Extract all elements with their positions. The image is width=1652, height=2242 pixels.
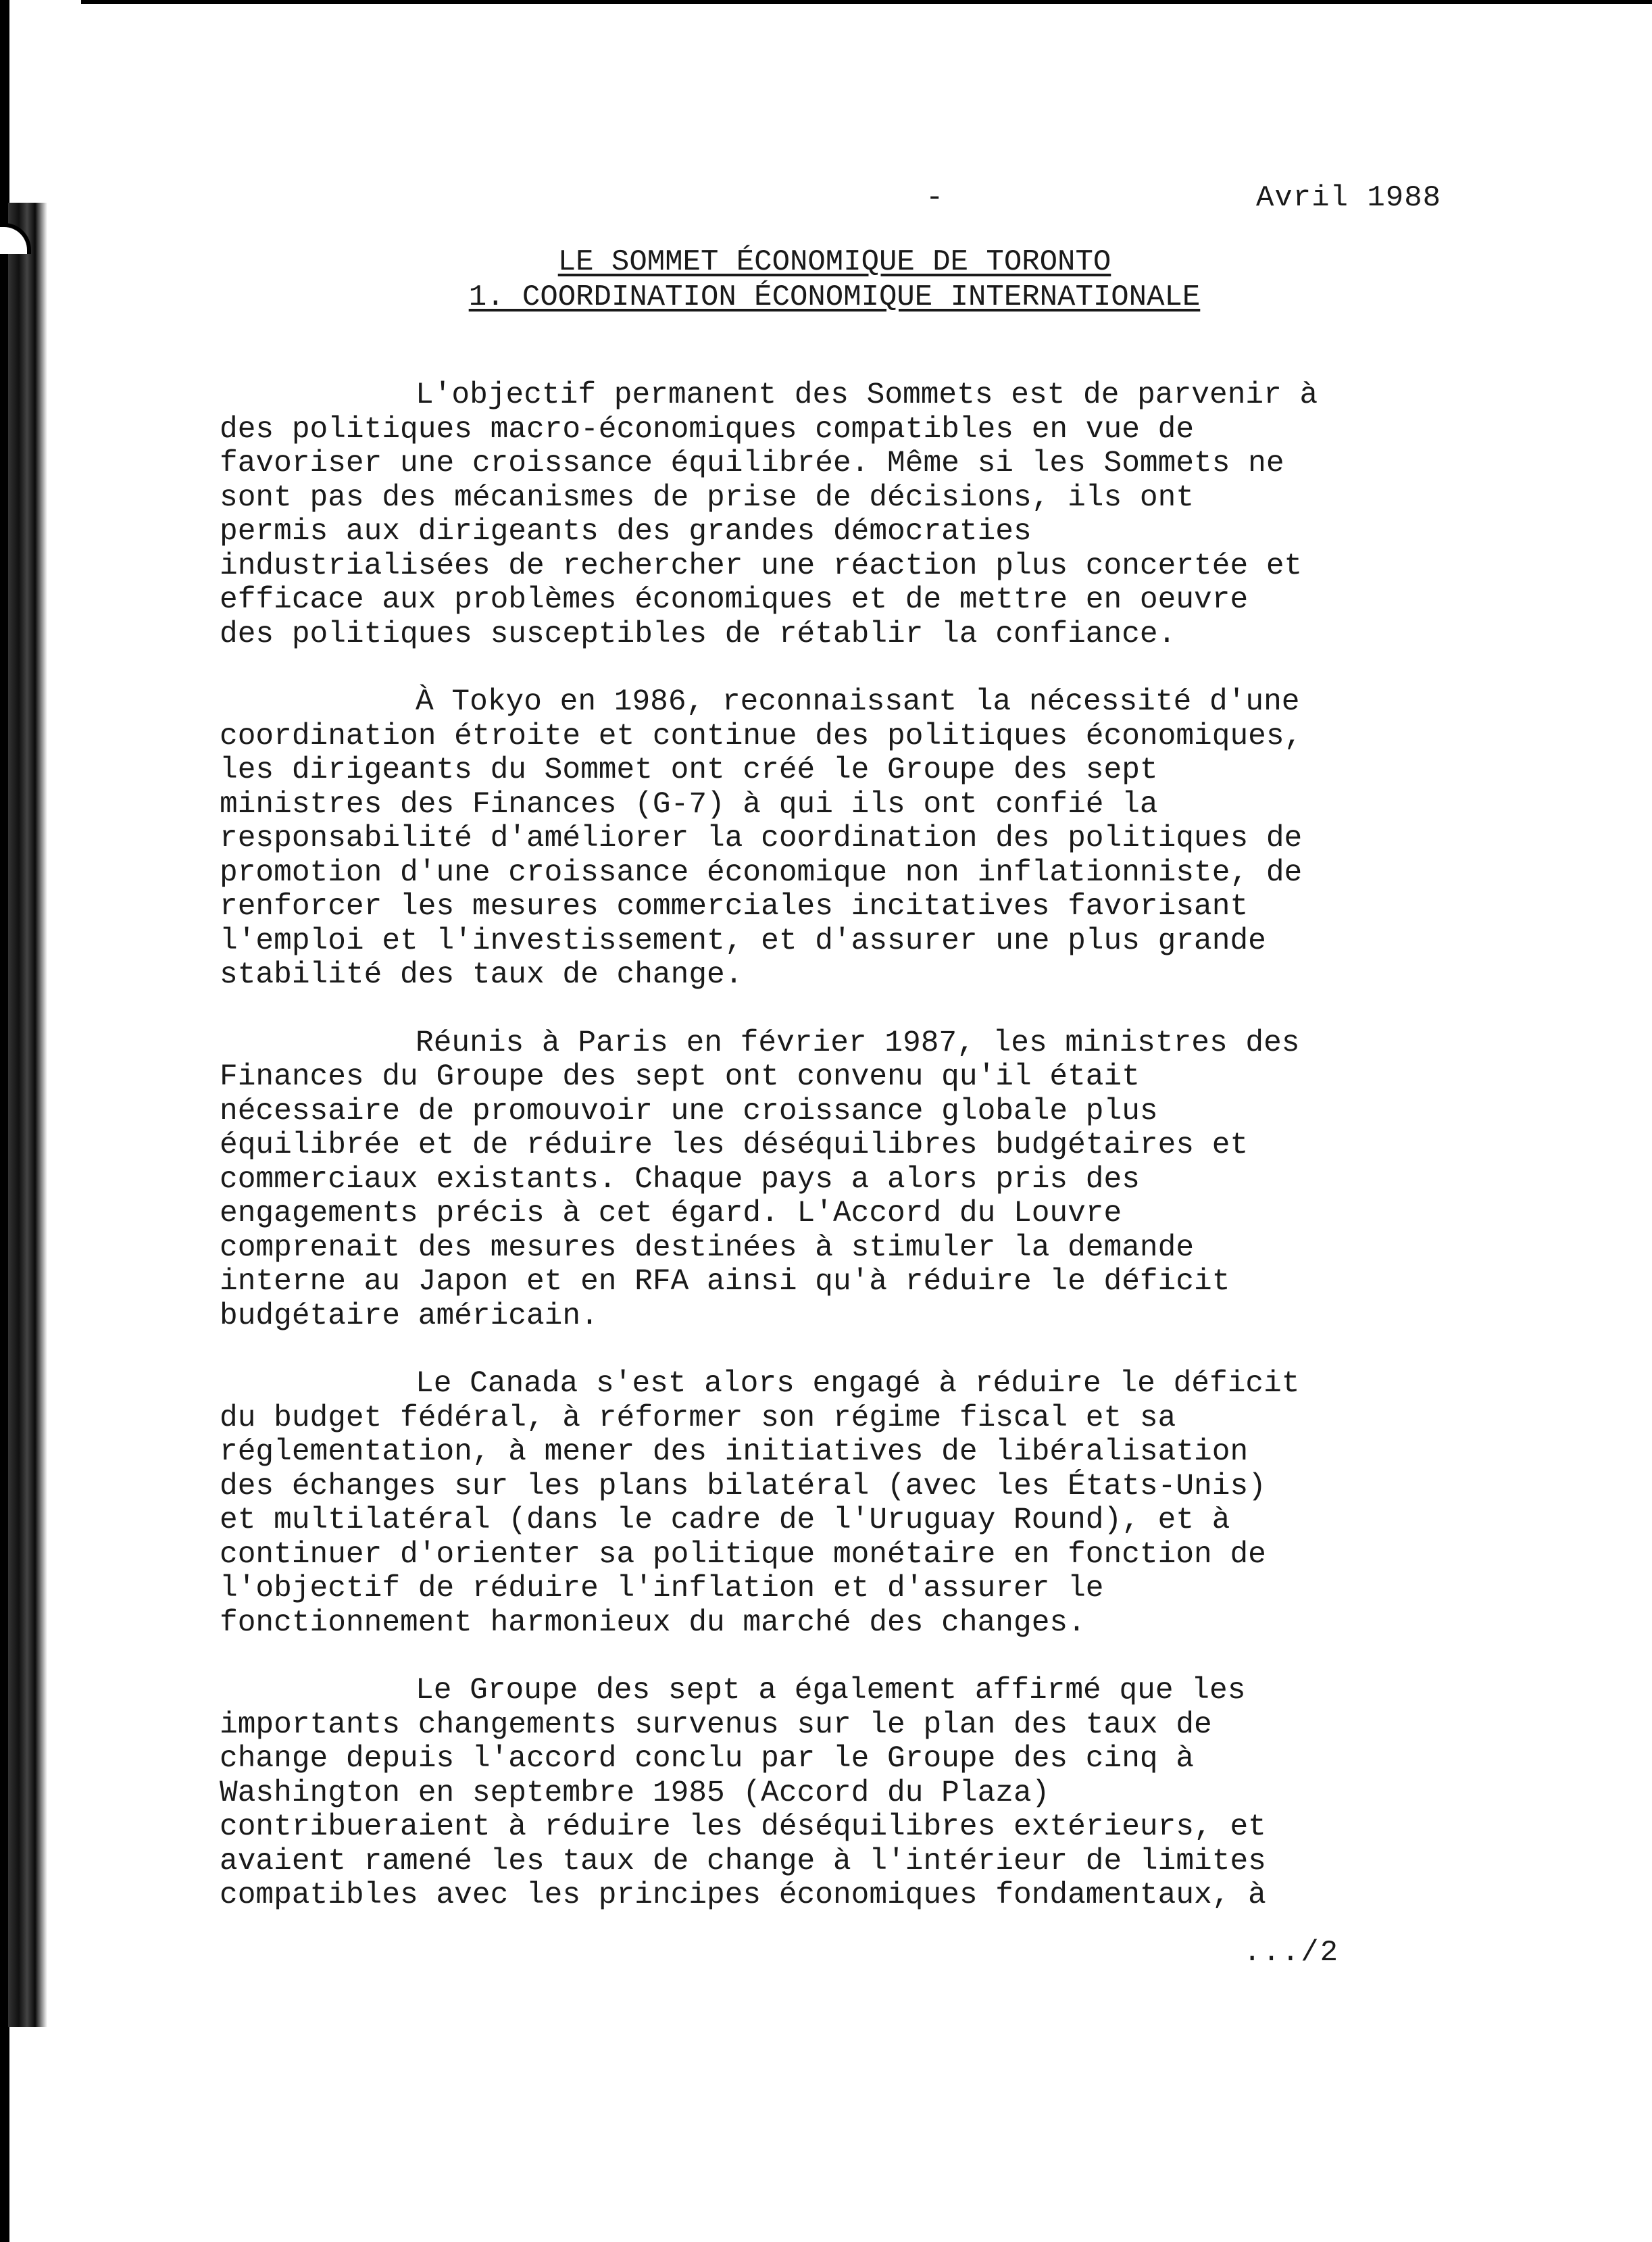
- paragraph-line: équilibrée et de réduire les déséquilibres budgétaires et: [220, 1128, 1249, 1162]
- paragraph-line: importants changements survenus sur le plan des taux de: [220, 1708, 1212, 1742]
- paragraph: [220, 1367, 1443, 1640]
- paragraph-line: favoriser une croissance équilibrée. Même si les Sommets ne: [220, 447, 1284, 480]
- paragraph-line: l'objectif de réduire l'inflation et d'assurer le: [220, 1572, 1104, 1605]
- paragraph-line: Le Groupe des sept a également affirmé que les: [416, 1674, 1246, 1708]
- paragraph-line: Le Canada s'est alors engagé à réduire le déficit: [416, 1367, 1300, 1401]
- paragraph-line: stabilité des taux de change.: [220, 958, 743, 992]
- document-title: [399, 245, 1270, 315]
- paragraph-line: l'emploi et l'investissement, et d'assurer une plus grande: [220, 924, 1266, 958]
- paragraph-line: L'objectif permanent des Sommets est de parvenir à: [416, 378, 1318, 412]
- paragraph-line: responsabilité d'améliorer la coordination des politiques de: [220, 822, 1303, 855]
- paragraph: [220, 1674, 1443, 1913]
- paragraph-line: permis aux dirigeants des grandes démocraties: [220, 515, 1032, 549]
- paragraph-line: continuer d'orienter sa politique monétaire en fonction de: [220, 1537, 1266, 1572]
- paragraph-line: réglementation, à mener des initiatives de libéralisation: [220, 1435, 1249, 1469]
- paragraph-line: Washington en septembre 1985 (Accord du Plaza): [220, 1776, 1050, 1810]
- document-date: Avril 1988: [1255, 181, 1441, 215]
- paragraph-line: comprenait des mesures destinées à stimuler la demande: [220, 1230, 1195, 1265]
- paragraph-line: interne au Japon et en RFA ainsi qu'à réduire le déficit: [220, 1265, 1230, 1299]
- paragraph: [220, 685, 1443, 993]
- paragraph-line: sont pas des mécanismes de prise de décisions, ils ont: [220, 480, 1195, 515]
- paragraph-line: des échanges sur les plans bilatéral (avec les États-Unis): [220, 1469, 1266, 1503]
- paragraph-line: les dirigeants du Sommet ont créé le Groupe des sept: [220, 753, 1158, 787]
- paragraph-line: compatibles avec les principes économiques fondamentaux, à: [220, 1878, 1266, 1912]
- paragraph-line: change depuis l'accord conclu par le Groupe des cinq à: [220, 1742, 1195, 1776]
- paragraph-line: fonctionnement harmonieux du marché des changes.: [220, 1605, 1086, 1640]
- binding-edge: [0, 203, 47, 2027]
- paragraph-line: ministres des Finances (G-7) à qui ils ont confié la: [220, 787, 1158, 822]
- paragraph-line: Finances du Groupe des sept ont convenu qu'il était: [220, 1060, 1140, 1094]
- paragraph: [220, 378, 1443, 651]
- paragraph-line: Réunis à Paris en février 1987, les ministres des: [416, 1026, 1300, 1060]
- paragraph-line: avaient ramené les taux de change à l'intérieur de limites: [220, 1844, 1266, 1878]
- paragraph: [220, 1026, 1443, 1334]
- paragraph-line: À Tokyo en 1986, reconnaissant la nécessité d'une: [416, 685, 1300, 719]
- paragraph-line: renforcer les mesures commerciales incitatives favorisant: [220, 890, 1249, 924]
- header-dash: -: [926, 181, 944, 215]
- title-line-2: 1. COORDINATION ÉCONOMIQUE INTERNATIONALE: [468, 280, 1201, 314]
- paragraph-line: engagements précis à cet égard. L'Accord du Louvre: [220, 1197, 1122, 1230]
- paragraph-line: et multilatéral (dans le cadre de l'Uruguay Round), et à: [220, 1503, 1230, 1537]
- paragraph-line: contribueraient à réduire les déséquilibres extérieurs, et: [220, 1810, 1266, 1844]
- paragraph-line: promotion d'une croissance économique non inflationniste, de: [220, 855, 1303, 890]
- scan-top-edge: [81, 0, 1652, 4]
- title-line-1: LE SOMMET ÉCONOMIQUE DE TORONTO: [557, 245, 1111, 279]
- document-body: [220, 378, 1443, 1947]
- paragraph-line: efficace aux problèmes économiques et de mettre en oeuvre: [220, 583, 1249, 617]
- page-continuation: .../2: [1243, 1936, 1340, 1970]
- paragraph-line: des politiques macro-économiques compatibles en vue de: [220, 412, 1195, 447]
- paragraph-line: budgétaire américain.: [220, 1299, 599, 1333]
- paragraph-line: des politiques susceptibles de rétablir la confiance.: [220, 617, 1176, 651]
- paragraph-line: nécessaire de promouvoir une croissance globale plus: [220, 1094, 1158, 1128]
- paragraph-line: commerciaux existants. Chaque pays a alors pris des: [220, 1162, 1140, 1197]
- paragraph-line: du budget fédéral, à réformer son régime fiscal et sa: [220, 1401, 1176, 1435]
- paragraph-line: industrialisées de rechercher une réaction plus concertée et: [220, 549, 1303, 583]
- paragraph-line: coordination étroite et continue des politiques économiques,: [220, 719, 1303, 753]
